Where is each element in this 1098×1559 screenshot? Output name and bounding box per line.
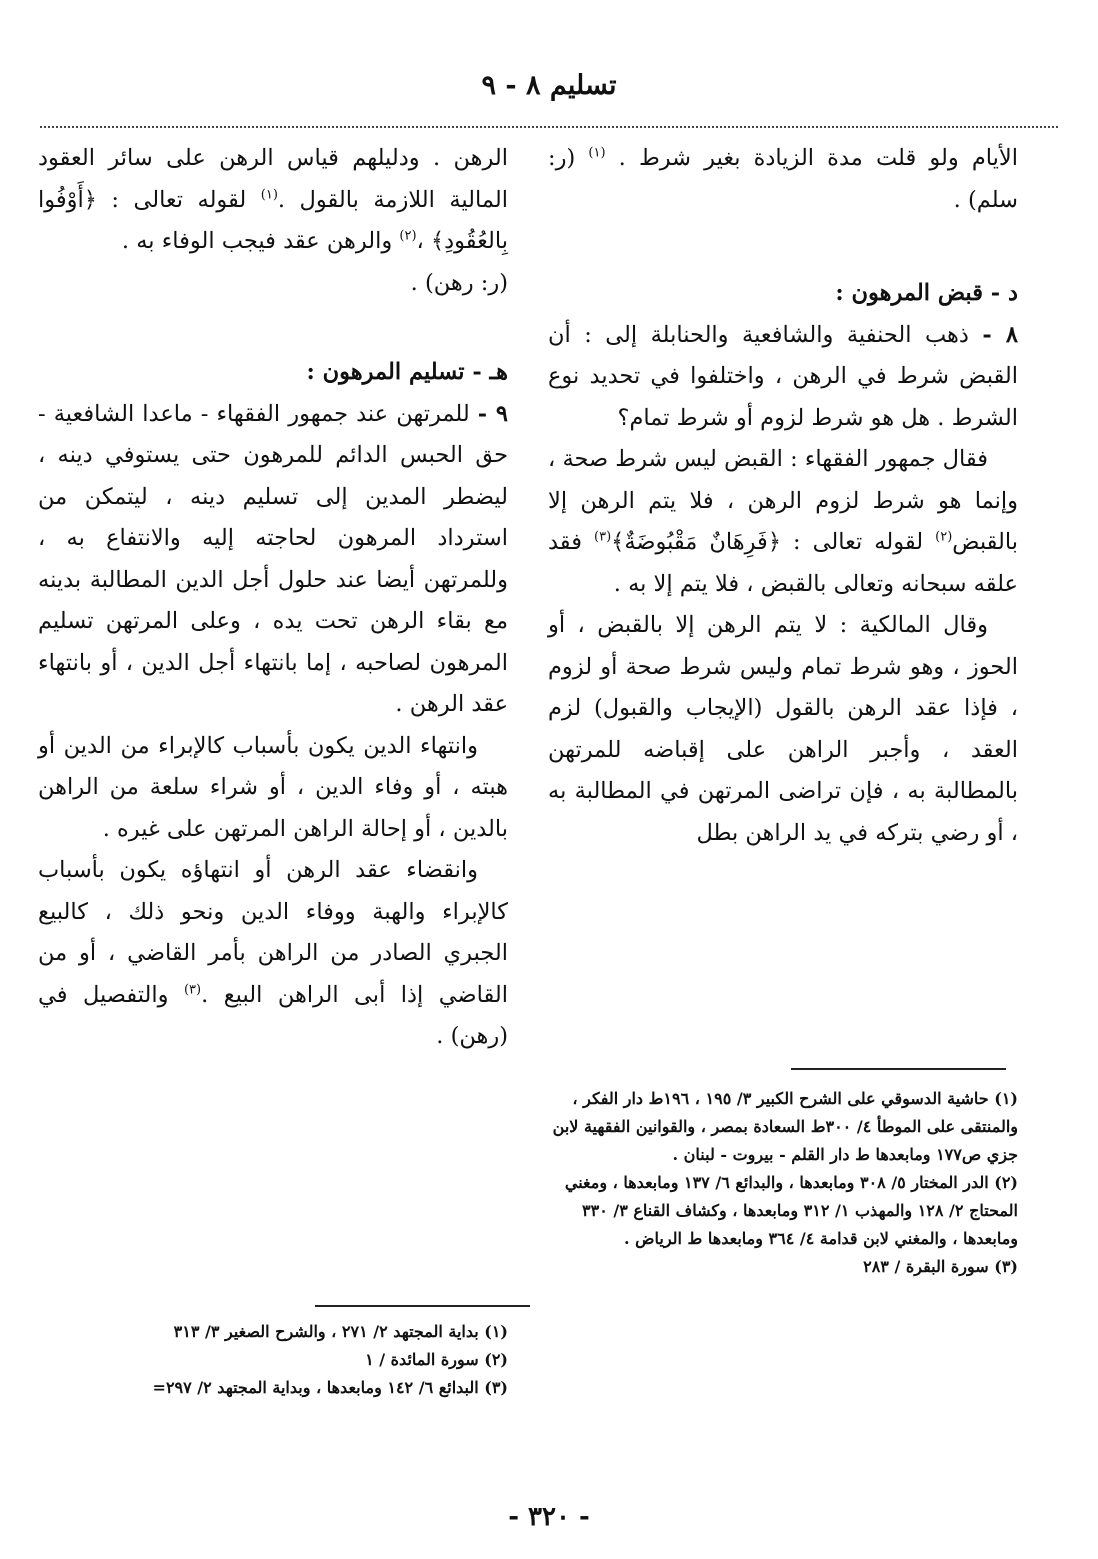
footnote-divider [315,1305,530,1307]
text-span: والتفصيل في (رهن) . [38,981,508,1049]
text-span: الأيام ولو قلت مدة الزيادة بغير شرط . [618,145,1019,171]
footnote-ref: (١) [588,145,606,161]
paragraph [548,439,1018,605]
footnote: (٢) الدر المختار ٥/ ٣٠٨ ومابعدها ، والبدائع ٦/ ١٣٧ ومابعدها ، ومغني المحتاج ٢/ ١٢٨ والمهذب ١/ ٣١٢ ومابعدها ، وكشاف القناع ٣/ ٣٣٠ ومابعدها ، والمغني لابن قدامة ٤/ ٣٦٤ ومابعدها ط الرياض . [564,1173,1018,1248]
paragraph-8 [548,315,1018,440]
paragraph [38,850,508,1058]
text-span: لقوله تعالى : ﴿أَوْفُوا بِالعُقُودِ﴾ ، [38,186,508,254]
text-span: فقال جمهور الفقهاء : القبض ليس شرط صحة ، وإنما هو شرط لزوم الرهن ، فلا يتم الرهن إلا بالقبض [548,446,1019,555]
section-heading-d: د - قبض المرهون : [835,280,1018,306]
text-span: للمرتهن عند جمهور الفقهاء - ماعدا الشافعية - حق الحبس الدائم للمرهون حتى يستوفي دينه ، ليضطر المدين إلى تسليم دينه ، ليتمكن من استرداد المرهون لحاجته إليه والانتفاع به ، وللمرتهن أيضا عند حلول أجل الدين المطالبة بدينه مع بقاء الرهن تحت يده ، وعلى المرتهن تسليم المرهون لصاحبه ، إما بانتهاء أجل الدين ، أو بانتهاء عقد الرهن . [38,400,508,717]
page-number: - ٣٢٠ - [508,1502,590,1532]
paragraph [38,138,508,263]
footnote: (٣) سورة البقرة / ٢٨٣ [863,1257,1018,1276]
footnote-ref: (١) [260,187,278,202]
left-footnotes [38,1318,508,1402]
paragraph-number: ٩ - [477,400,508,427]
page-header [40,70,1058,128]
paragraph: (ر: رهن) . [410,269,508,296]
paragraph [548,138,1018,221]
footnote: (١) بداية المجتهد ٢/ ٢٧١ ، والشرح الصغير ٣/ ٣١٣ [173,1322,508,1341]
text-span: لقوله تعالى : ﴿فَرِهَانٌ مَقْبُوضَةٌ﴾ [611,529,924,555]
paragraph: وقال المالكية : لا يتم الرهن إلا بالقبض ، أو الحوز ، وهو شرط تمام وليس شرط صحة أو لزوم ، فإذا عقد الرهن بالقول (الإيجاب والقبول) لزم العقد ، وأجبر الراهن على إقباضه للمرتهن بالمطالبة به ، فإن تراضى المرتهن في المطالبة به ، أو رضي بتركه في يد الراهن بطل [548,612,1018,846]
text-span: فقد علقه سبحانه وتعالى بالقبض ، فلا يتم إلا به . [548,529,1018,597]
text-span: والرهن عقد فيجب الوفاء به . [121,228,393,254]
paragraph: وانتهاء الدين يكون بأسباب كالإبراء من الدين أو هبته ، أو وفاء الدين ، أو شراء سلعة من الراهن بالدين ، أو إحالة الراهن المرتهن على غيره . [38,732,508,842]
footnote: (١) حاشية الدسوقي على الشرح الكبير ٣/ ١٩٥ ، ١٩٦ط دار الفكر ، والمنتقى على الموطأ ٤/ ٣٠٠ط السعادة بمصر ، والقوانين الفقهية لابن جزي ص١٧٧ ومابعدها ط دار القلم - بيروت - لبنان . [552,1089,1018,1164]
footnote: (٣) البدائع ٦/ ١٤٢ ومابعدها ، وبداية المجتهد ٢/ ٢٩٧= [152,1378,508,1397]
paragraph-9 [38,394,508,726]
text-span: ذهب الحنفية والشافعية والحنابلة إلى : أن القبض شرط في الرهن ، واختلفوا في تحديد نوع الشرط . هل هو شرط لزوم أو شرط تمام؟ [548,321,1018,431]
page-title: تسليم ٨ - ٩ [481,70,617,101]
footnote-ref: (٢) [399,228,417,244]
footnote-divider [791,1068,1006,1070]
paragraph-number: ٨ - [982,321,1018,348]
footnote-ref: (٢) [935,529,953,545]
text-span: (ر: سلم) . [548,145,1018,213]
left-column [38,138,508,1468]
footnote: (٢) سورة المائدة / ١ [365,1350,508,1369]
text-span: وانقضاء عقد الرهن أو انتهاؤه يكون بأسباب كالإبراء والهبة ووفاء الدين ونحو ذلك ، كالبيع الجبري الصادر من الراهن بأمر القاضي ، أو من القاضي إذا أبى الراهن البيع . [38,857,508,1008]
section-heading-h: هـ - تسليم المرهون : [306,359,508,385]
footnote-ref: (٣) [183,982,202,997]
text-span: الرهن . ودليلهم قياس الرهن على سائر العقود المالية اللازمة بالقول . [38,145,509,213]
footnote-ref: (٣) [594,529,612,545]
right-footnotes [548,1085,1018,1281]
